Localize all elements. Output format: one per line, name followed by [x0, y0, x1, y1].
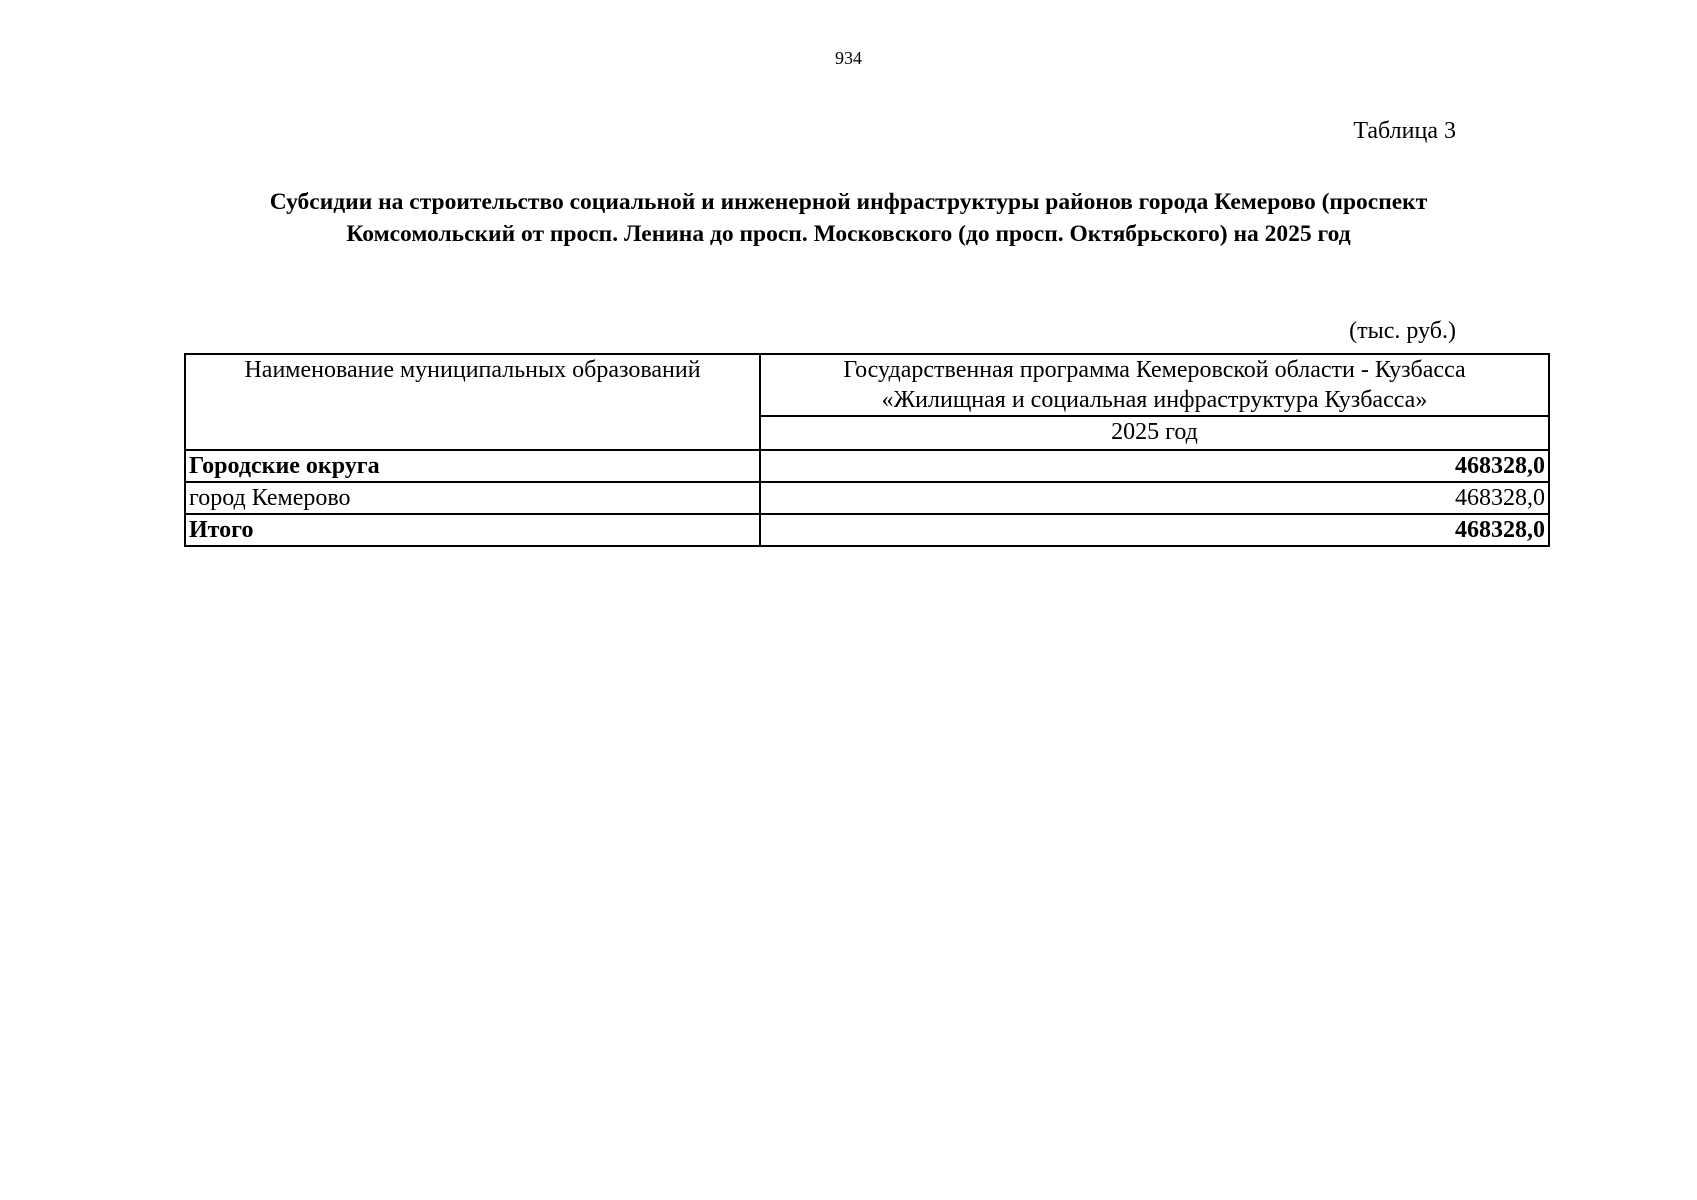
- table-header-row: [185, 354, 1549, 416]
- row-value: 468328,0: [760, 482, 1549, 514]
- row-name: Городские округа: [185, 450, 760, 482]
- units-label: (тыс. руб.): [1349, 318, 1456, 344]
- table-row: [185, 482, 1549, 514]
- header-year: 2025 год: [760, 416, 1549, 450]
- row-value: 468328,0: [760, 514, 1549, 546]
- header-program: [760, 354, 1549, 416]
- page-number: 934: [835, 48, 862, 68]
- table-row: [185, 514, 1549, 546]
- header-program-line-1: Государственная программа Кемеровской области - Кузбасса: [843, 357, 1466, 383]
- table-label: Таблица 3: [1353, 118, 1456, 144]
- row-name: Итого: [185, 514, 760, 546]
- subsidy-table: [184, 353, 1550, 547]
- document-title: [200, 186, 1497, 250]
- table-row: [185, 450, 1549, 482]
- header-municipality-name: Наименование муниципальных образований: [185, 354, 760, 450]
- document-title-line-1: Субсидии на строительство социальной и инженерной инфраструктуры районов города Кемерово (проспект: [269, 189, 1428, 215]
- document-title-line-2: Комсомольский от просп. Ленина до просп. Московского (до просп. Октябрьского) на 2025 год: [346, 221, 1351, 247]
- header-program-line-2: «Жилищная и социальная инфраструктура Кузбасса»: [881, 387, 1428, 413]
- row-name: город Кемерово: [185, 482, 760, 514]
- row-value: 468328,0: [760, 450, 1549, 482]
